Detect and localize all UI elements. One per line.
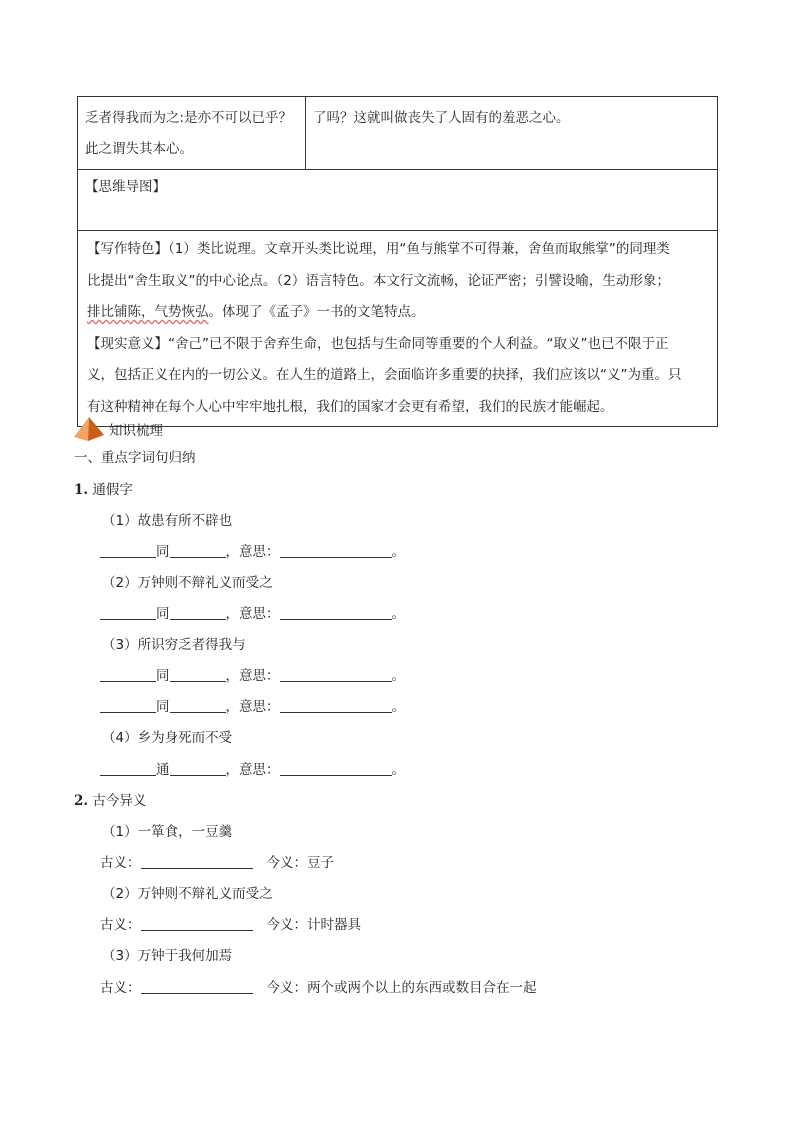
answer-blank[interactable] [100,667,156,682]
mind-map-label: 【思维导图】 [85,179,166,195]
writing-features-line-3-tail: 。体现了《孟子》一书的文笔特点。 [208,304,425,320]
pyramid-icon [73,416,105,442]
answer-blank[interactable] [141,979,253,994]
period: 。 [391,699,405,715]
original-line-1: 乏者得我而为之:是亦不可以已乎？ [85,110,293,126]
writing-features-line-2 [87,266,711,298]
modern-meaning: 今义：豆子 [266,855,334,871]
translation-cell [306,97,718,170]
answer-blank[interactable] [141,854,253,869]
period: 。 [391,606,405,622]
period: 。 [391,668,405,684]
heading-key-words: 一、重点字词句归纳 [74,450,196,466]
period: 。 [391,762,405,778]
wavy-underlined-text: 排比铺陈，气势恢弘 [87,304,209,320]
text-row [78,97,718,170]
section-title: 知识梳理 [109,423,163,439]
gujin-title: 古今异义 [92,793,147,809]
summary-table [77,96,718,427]
answer-blank[interactable] [280,761,392,776]
answer-blank[interactable] [280,698,392,713]
answer-blank[interactable] [100,605,156,620]
same-as-label: 同 [156,668,170,684]
answer-blank[interactable] [280,605,392,620]
writing-row [78,231,718,427]
tongjia-heading [74,480,133,500]
tongjia-answer-1 [100,542,405,562]
tongjia-question-2: （2）万钟则不辩礼义而受之 [102,575,273,591]
translation-line: 了吗？这就叫做丧失了人固有的羞恶之心。 [313,110,570,126]
same-as-label: 同 [156,544,170,560]
tongjia-question-1: （1）故患有所不辟也 [102,513,233,529]
writing-features-line-2-text: 比提出“舍生取义”的中心论点。（2）语言特色。本文行文流畅，论证严密；引譬设喻，生动形象； [87,272,670,289]
writing-features-line-3 [87,297,711,329]
meaning-label: ，意思： [225,762,280,778]
answer-blank[interactable] [170,761,226,776]
modern-meaning: 今义：计时器具 [266,917,361,933]
reality-meaning-line-3: 有这种精神在每个人心中牢牢地扎根，我们的国家才会更有希望，我们的民族才能崛起。 [87,398,614,415]
answer-blank[interactable] [100,543,156,558]
meaning-label: ，意思： [225,699,280,715]
tongjia-answer-4 [100,760,405,780]
original-text-cell [78,97,306,170]
mind-map-cell [78,170,718,231]
ancient-meaning-label: 古义： [100,855,141,871]
gujin-answer-1 [100,853,334,873]
answer-blank[interactable] [100,761,156,776]
tongjia-title: 通假字 [92,482,133,498]
gujin-question-1: （1）一箪食，一豆羹 [102,824,233,840]
same-as-label: 同 [156,699,170,715]
gujin-number: 2. [74,793,89,809]
knowledge-section-header [73,416,163,442]
writing-cell [78,231,718,427]
answer-blank[interactable] [170,543,226,558]
gujin-question-2: （2）万钟则不辩礼义而受之 [102,886,273,902]
meaning-label: ，意思： [225,606,280,622]
tongjia-question-3: （3）所识穷乏者得我与 [102,637,246,653]
tongjia-question-4: （4）乡为身死而不受 [102,730,233,746]
tongjia-answer-3b [100,697,405,717]
meaning-label: ，意思： [225,668,280,684]
answer-blank[interactable] [280,543,392,558]
gujin-question-3: （3）万钟于我何加焉 [102,948,233,964]
answer-blank[interactable] [280,667,392,682]
gujin-answer-3 [100,978,537,998]
reality-meaning-line-2: 义，包括正义在内的一切公义。在人生的道路上，会面临许多重要的抉择，我们应该以“义”为重。只 [87,367,682,383]
answer-blank[interactable] [170,698,226,713]
gujin-heading [74,791,146,811]
writing-features-line-1: 【写作特色】（1）类比说理。文章开头类比说理，用“鱼与熊掌不可得兼，舍鱼而取熊掌”的同理类 [87,241,670,257]
answer-blank[interactable] [141,916,253,931]
ancient-meaning-label: 古义： [100,917,141,933]
answer-blank[interactable] [170,667,226,682]
mind-map-row [78,170,718,231]
same-as-label: 同 [156,606,170,622]
answer-blank[interactable] [100,698,156,713]
tongjia-answer-3a [100,666,405,686]
tongjia-answer-2 [100,604,405,624]
answer-blank[interactable] [170,605,226,620]
same-as-label: 通 [156,762,170,778]
modern-meaning: 今义：两个或两个以上的东西或数目合在一起 [266,980,537,996]
original-line-2: 此之谓失其本心。 [85,141,193,157]
period: 。 [391,544,405,560]
gujin-answer-2 [100,915,361,935]
tongjia-number: 1. [74,482,89,498]
reality-meaning-line-1: 【现实意义】“舍己”已不限于舍弃生命，也包括与生命同等重要的个人利益。“取义”也已不限于正 [87,335,669,352]
ancient-meaning-label: 古义： [100,980,141,996]
meaning-label: ，意思： [225,544,280,560]
